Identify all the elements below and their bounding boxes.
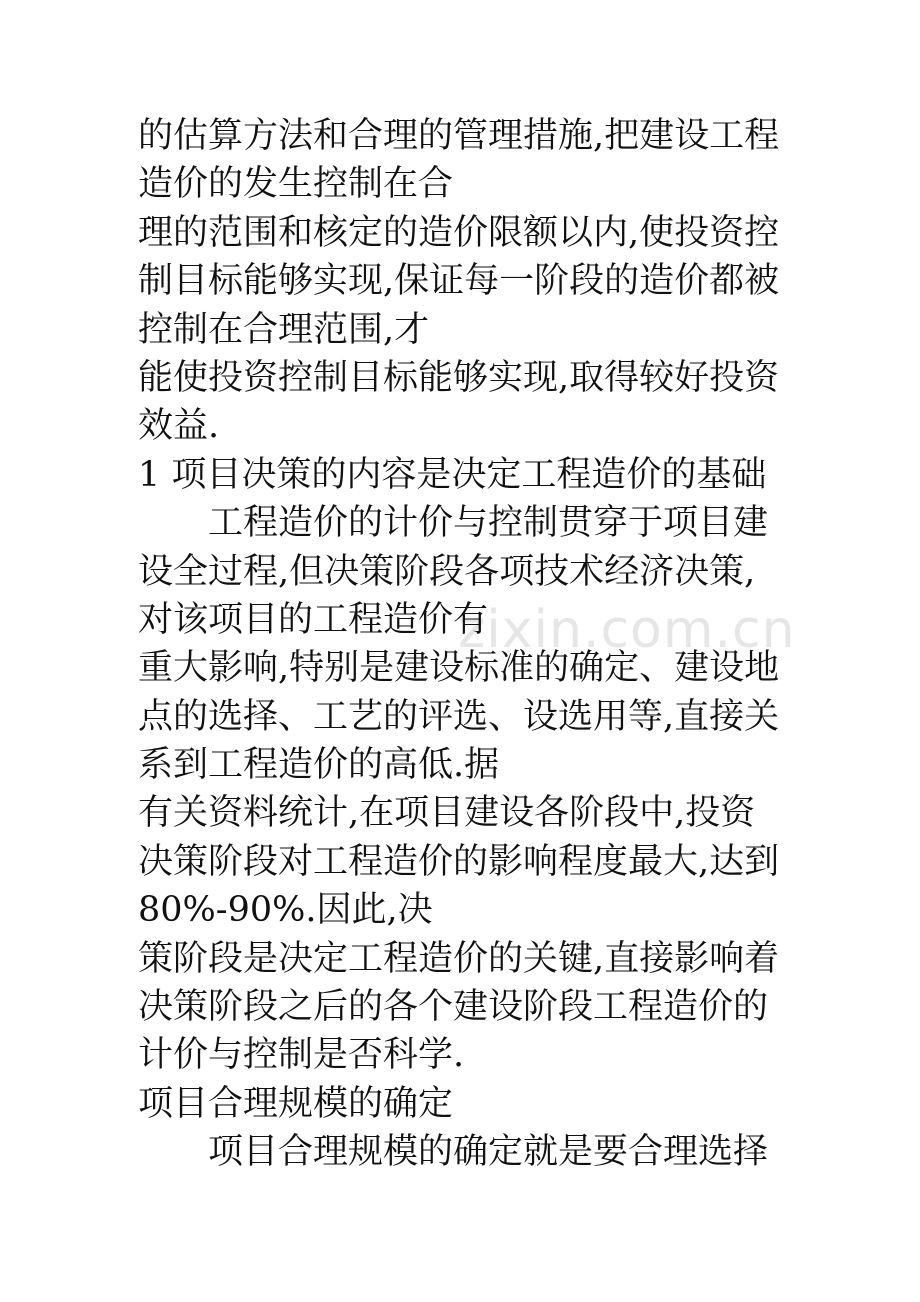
text-line: 80%-90%.因此,决 [138,890,433,931]
text-line: 计价与控制是否科学. [138,1035,465,1076]
section-heading: 1 项目决策的内容是决定工程造价的基础 [138,454,767,495]
text-line: 策阶段是决定工程造价的关键,直接影响着 [138,938,780,979]
text-line: 有关资料统计,在项目建设各阶段中,投资 [138,793,756,834]
document-body [138,112,778,1177]
paragraph-first-line: 工程造价的计价与控制贯穿于项目建 [208,503,769,544]
text-line: 系到工程造价的高低.据 [138,745,500,786]
text-line: 能使投资控制目标能够实现,取得较好投资 [138,357,780,398]
text-line: 造价的发生控制在合 [138,164,454,205]
text-line: 决策阶段对工程造价的影响程度最大,达到 [138,841,780,882]
watermark-text: zixin.com.cn [458,600,796,660]
text-line: 设全过程,但决策阶段各项技术经济决策, [138,551,756,592]
text-line: 制目标能够实现,保证每一阶段的造价都被 [138,261,780,302]
text-line: 效益. [138,406,220,447]
text-line: 点的选择、工艺的评选、设选用等,直接关 [138,696,780,737]
text-line: 对该项目的工程造价有 [138,599,489,640]
text-line: 决策阶段之后的各个建设阶段工程造价的 [138,987,769,1028]
text-line: 重大影响,特别是建设标准的确定、建设地 [138,648,780,689]
text-line: 的估算方法和合理的管理措施,把建设工程 [138,116,780,156]
paragraph-first-line: 项目合理规模的确定就是要合理选择 [208,1132,769,1173]
text-line: 理的范围和核定的造价限额以内,使投资控 [138,212,780,253]
section-heading: 项目合理规模的确定 [138,1083,454,1124]
text-line: 控制在合理范围,才 [138,309,430,350]
